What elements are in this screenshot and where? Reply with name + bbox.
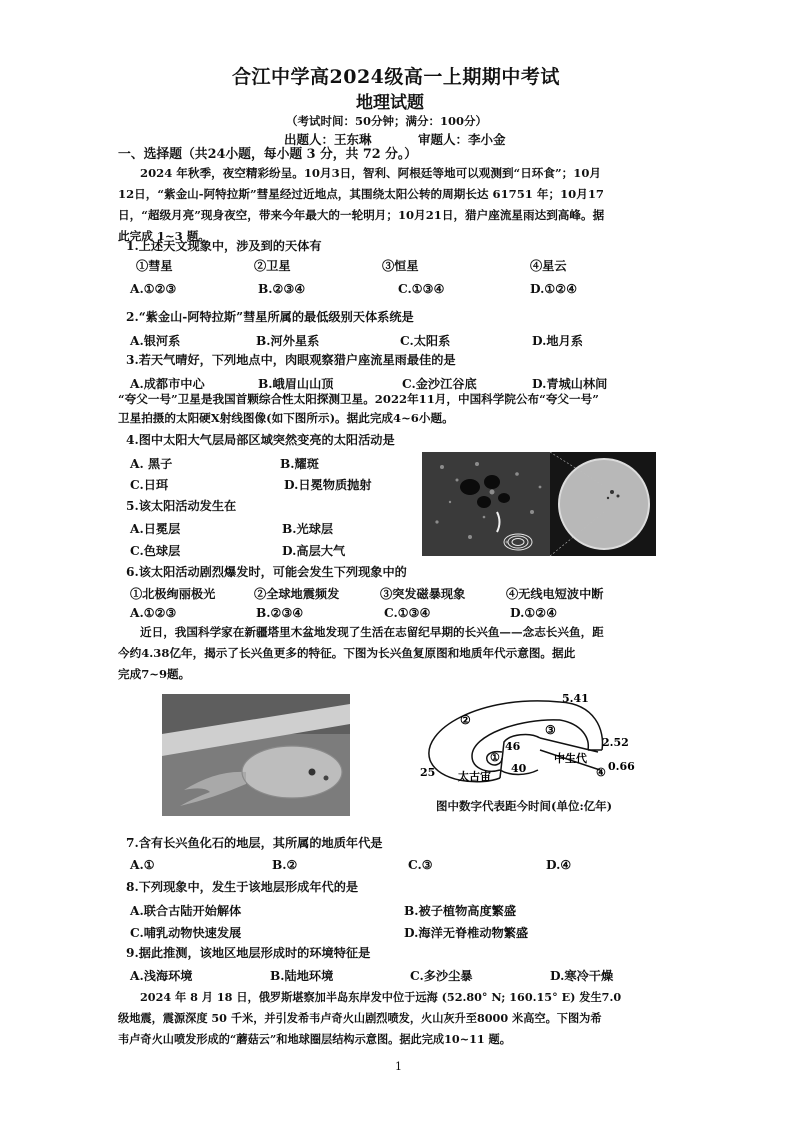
- diagram-label: ②: [460, 713, 471, 727]
- section-heading: 一、选择题（共24小题，每小题 3 分，共 72 分。）: [118, 147, 418, 162]
- q6-item: ①北极绚丽极光: [130, 587, 216, 601]
- exam-info: （考试时间：50分钟；满分：100分）: [286, 114, 488, 128]
- q7-option-c[interactable]: C.③: [408, 858, 433, 872]
- diagram-label: 0.66: [608, 760, 635, 773]
- q8-option-b[interactable]: B.被子植物高度繁盛: [404, 904, 517, 918]
- q4-option-d[interactable]: D.日冕物质抛射: [284, 478, 372, 492]
- q2-option-b[interactable]: B.河外星系: [256, 334, 320, 348]
- question-3-stem: 3.若天气晴好，下列地点中，肉眼观察猎户座流星雨最佳的是: [126, 353, 456, 367]
- q8-option-a[interactable]: A.联合古陆开始解体: [130, 904, 242, 918]
- diagram-label: 太古宙: [458, 770, 491, 783]
- question-7-stem: 7.含有长兴鱼化石的地层，其所属的地质年代是: [126, 836, 383, 850]
- q4-option-a[interactable]: A. 黑子: [130, 457, 173, 471]
- q2-option-c[interactable]: C.太阳系: [400, 334, 451, 348]
- q1-item: ①彗星: [136, 259, 173, 273]
- q5-option-a[interactable]: A.日冕层: [130, 522, 181, 536]
- q3-option-b[interactable]: B.峨眉山山顶: [258, 377, 334, 391]
- setter: 出题人：王东琳: [284, 132, 372, 147]
- page-number: 1: [395, 1060, 402, 1073]
- diagram-label: ④: [596, 766, 606, 779]
- q1-option-c[interactable]: C.①③④: [398, 282, 445, 296]
- q5-option-b[interactable]: B.光球层: [282, 522, 334, 536]
- diagram-label: 5.41: [562, 692, 589, 705]
- q5-option-d[interactable]: D.高层大气: [282, 544, 346, 558]
- question-1-stem: 1.上述天文现象中，涉及到的天体有: [126, 239, 322, 253]
- intro-line: “夸父一号”卫星是我国首颗综合性太阳探测卫星。2022年11月，中国科学院公布“夸父一号”: [118, 392, 599, 406]
- q4-option-c[interactable]: C.日珥: [130, 478, 169, 492]
- q1-item: ②卫星: [254, 259, 291, 273]
- page-subtitle: 地理试题: [356, 93, 424, 113]
- diagram-label: 40: [511, 762, 527, 775]
- fish-reconstruction-image: [162, 694, 350, 816]
- question-5-stem: 5.该太阳活动发生在: [126, 499, 237, 513]
- q2-option-d[interactable]: D.地月系: [532, 334, 583, 348]
- intro-line: 近日，我国科学家在新疆塔里木盆地发现了生活在志留纪早期的长兴鱼——念志长兴鱼，距: [140, 625, 604, 639]
- q2-option-a[interactable]: A.银河系: [130, 334, 181, 348]
- page-title: 合江中学高2024级高一上期期中考试: [232, 66, 560, 88]
- q6-option-a[interactable]: A.①②③: [130, 606, 177, 620]
- reviewer: 审题人：李小金: [418, 132, 506, 147]
- q6-option-d[interactable]: D.①②④: [510, 606, 558, 620]
- q9-option-d[interactable]: D.寒冷干燥: [550, 969, 614, 983]
- q6-option-b[interactable]: B.②③④: [256, 606, 304, 620]
- q1-option-d[interactable]: D.①②④: [530, 282, 578, 296]
- solar-xray-image: [422, 452, 656, 556]
- question-6-stem: 6.该太阳活动剧烈爆发时，可能会发生下列现象中的: [126, 565, 407, 579]
- q6-item: ④无线电短波中断: [506, 587, 604, 601]
- q1-option-a[interactable]: A.①②③: [130, 282, 177, 296]
- diagram-label: 2.52: [602, 736, 629, 749]
- intro-line: 2024 年秋季，夜空精彩纷呈。10月3日，智利、阿根廷等地可以观测到“日环食”；10月: [140, 166, 601, 180]
- question-2-stem: 2.“紫金山-阿特拉斯”彗星所属的最低级别天体系统是: [126, 310, 414, 324]
- intro-line: 此完成 1~3 题。: [118, 229, 210, 243]
- intro-line: 2024 年 8 月 18 日，俄罗斯堪察加半岛东岸发中位于远海 (52.80° N; 160.15° E) 发生7.0: [140, 990, 622, 1004]
- diagram-label: 中生代: [554, 752, 587, 765]
- diagram-label: ①: [490, 751, 500, 764]
- q7-option-b[interactable]: B.②: [272, 858, 298, 872]
- q6-option-c[interactable]: C.①③④: [384, 606, 431, 620]
- diagram-label: 46: [505, 740, 521, 753]
- q3-option-a[interactable]: A.成都市中心: [130, 377, 205, 391]
- geologic-time-diagram: [410, 690, 650, 790]
- intro-line: 完成7~9题。: [118, 667, 191, 681]
- diagram-label: 25: [420, 766, 436, 779]
- intro-line: 12日，“紫金山-阿特拉斯”彗星经过近地点，其围绕太阳公转的周期长达 61751 年；10月17: [118, 187, 604, 201]
- q7-option-a[interactable]: A.①: [130, 858, 155, 872]
- diagram-label: ③: [545, 723, 556, 737]
- q8-option-d[interactable]: D.海洋无脊椎动物繁盛: [404, 926, 529, 940]
- q1-item: ③恒星: [382, 259, 419, 273]
- intro-line: 韦卢奇火山喷发形成的“蘑菇云”和地球圈层结构示意图。据此完成10~11 题。: [118, 1032, 511, 1046]
- intro-line: 日，“超级月亮”现身夜空，带来今年最大的一轮明月；10月21日，猎户座流星雨达到高峰。据: [118, 208, 605, 222]
- q9-option-c[interactable]: C.多沙尘暴: [410, 969, 473, 983]
- q1-item: ④星云: [530, 259, 567, 273]
- q6-item: ②全球地震频发: [254, 587, 340, 601]
- question-8-stem: 8.下列现象中，发生于该地层形成年代的是: [126, 880, 359, 894]
- q9-option-a[interactable]: A.浅海环境: [130, 969, 193, 983]
- question-9-stem: 9.据此推测，该地区地层形成时的环境特征是: [126, 946, 371, 960]
- question-4-stem: 4.图中太阳大气层局部区域突然变亮的太阳活动是: [126, 433, 395, 447]
- q6-item: ③突发磁暴现象: [380, 587, 466, 601]
- q3-option-d[interactable]: D.青城山林间: [532, 377, 608, 391]
- q5-option-c[interactable]: C.色球层: [130, 544, 181, 558]
- diagram-caption: 图中数字代表距今时间(单位:亿年): [436, 799, 613, 813]
- q7-option-d[interactable]: D.④: [546, 858, 572, 872]
- q9-option-b[interactable]: B.陆地环境: [270, 969, 334, 983]
- q1-option-b[interactable]: B.②③④: [258, 282, 306, 296]
- intro-line: 今约4.38亿年，揭示了长兴鱼更多的特征。下图为长兴鱼复原图和地质年代示意图。据此: [118, 646, 576, 660]
- intro-line: 卫星拍摄的太阳硬X射线图像(如下图所示)。据此完成4~6小题。: [118, 411, 454, 425]
- q3-option-c[interactable]: C.金沙江谷底: [402, 377, 477, 391]
- q4-option-b[interactable]: B.耀斑: [280, 457, 319, 471]
- q8-option-c[interactable]: C.哺乳动物快速发展: [130, 926, 242, 940]
- intro-line: 级地震，震源深度 50 千米，并引发希韦卢奇火山剧烈喷发，火山灰升至8000 米高空。下图为希: [118, 1011, 602, 1025]
